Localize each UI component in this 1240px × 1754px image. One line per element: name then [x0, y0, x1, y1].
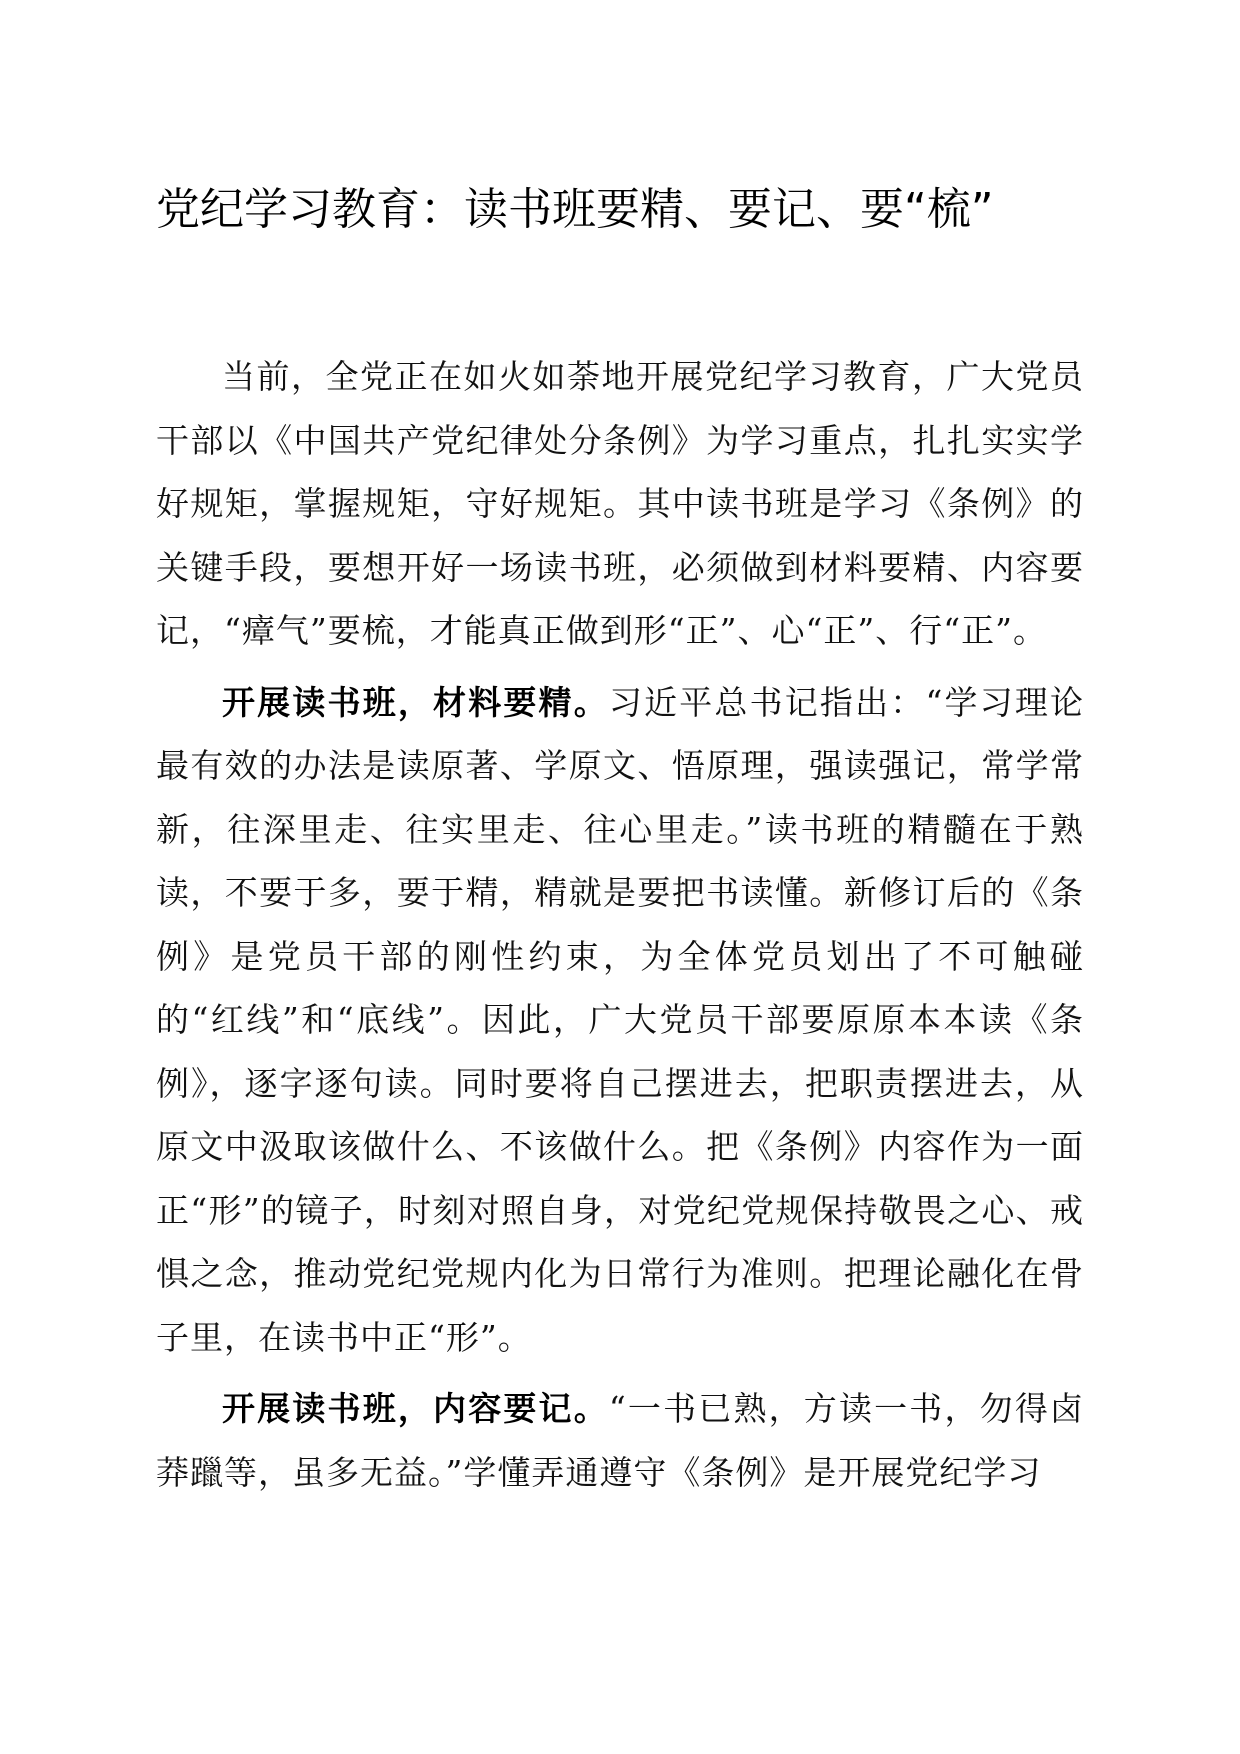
- paragraph-lead: 开展读书班，材料要精。: [222, 682, 609, 722]
- paragraph-content: [156, 1377, 1084, 1504]
- paragraph-text: 习近平总书记指出：“学习理论最有效的办法是读原著、学原文、悟原理，强读强记，常学常新，往深里走、往实里走、往心里走。”读书班的精髓在于熟读，不要于多，要于精，精就是要把书读懂。新修订后的《条例》是党员干部的刚性约束，为全体党员划出了不可触碰的“红线”和“底线”。因此，广大党员干部要原原本本读《条例》，逐字逐句读。同时要将自己摆进去，把职责摆进去，从原文中汲取该做什么、不该做什么。把《条例》内容作为一面正“形”的镜子，时刻对照自身，对党纪党规保持敬畏之心、戒惧之念，推动党纪党规内化为日常行为准则。把理论融化在骨子里，在读书中正“形”。: [156, 682, 1084, 1357]
- paragraph-text: “一书已熟，方读一书，勿得卤莽躐等，虽多无益。”学懂弄通遵守《条例》是开展党纪学习: [156, 1389, 1084, 1492]
- document-title: 党纪学习教育：读书班要精、要记、要“梳”: [156, 184, 994, 235]
- paragraph-text: 当前，全党正在如火如荼地开展党纪学习教育，广大党员干部以《中国共产党纪律处分条例》为学习重点，扎扎实实学好规矩，掌握规矩，守好规矩。其中读书班是学习《条例》的关键手段，要想开好一场读书班，必须做到材料要精、内容要记，“瘴气”要梳，才能真正做到形“正”、心“正”、行“正”。: [156, 357, 1084, 650]
- document-body: [156, 345, 1084, 1512]
- paragraph-materials: [156, 671, 1084, 1370]
- paragraph-intro: [156, 345, 1084, 663]
- paragraph-lead: 开展读书班，内容要记。: [222, 1389, 609, 1428]
